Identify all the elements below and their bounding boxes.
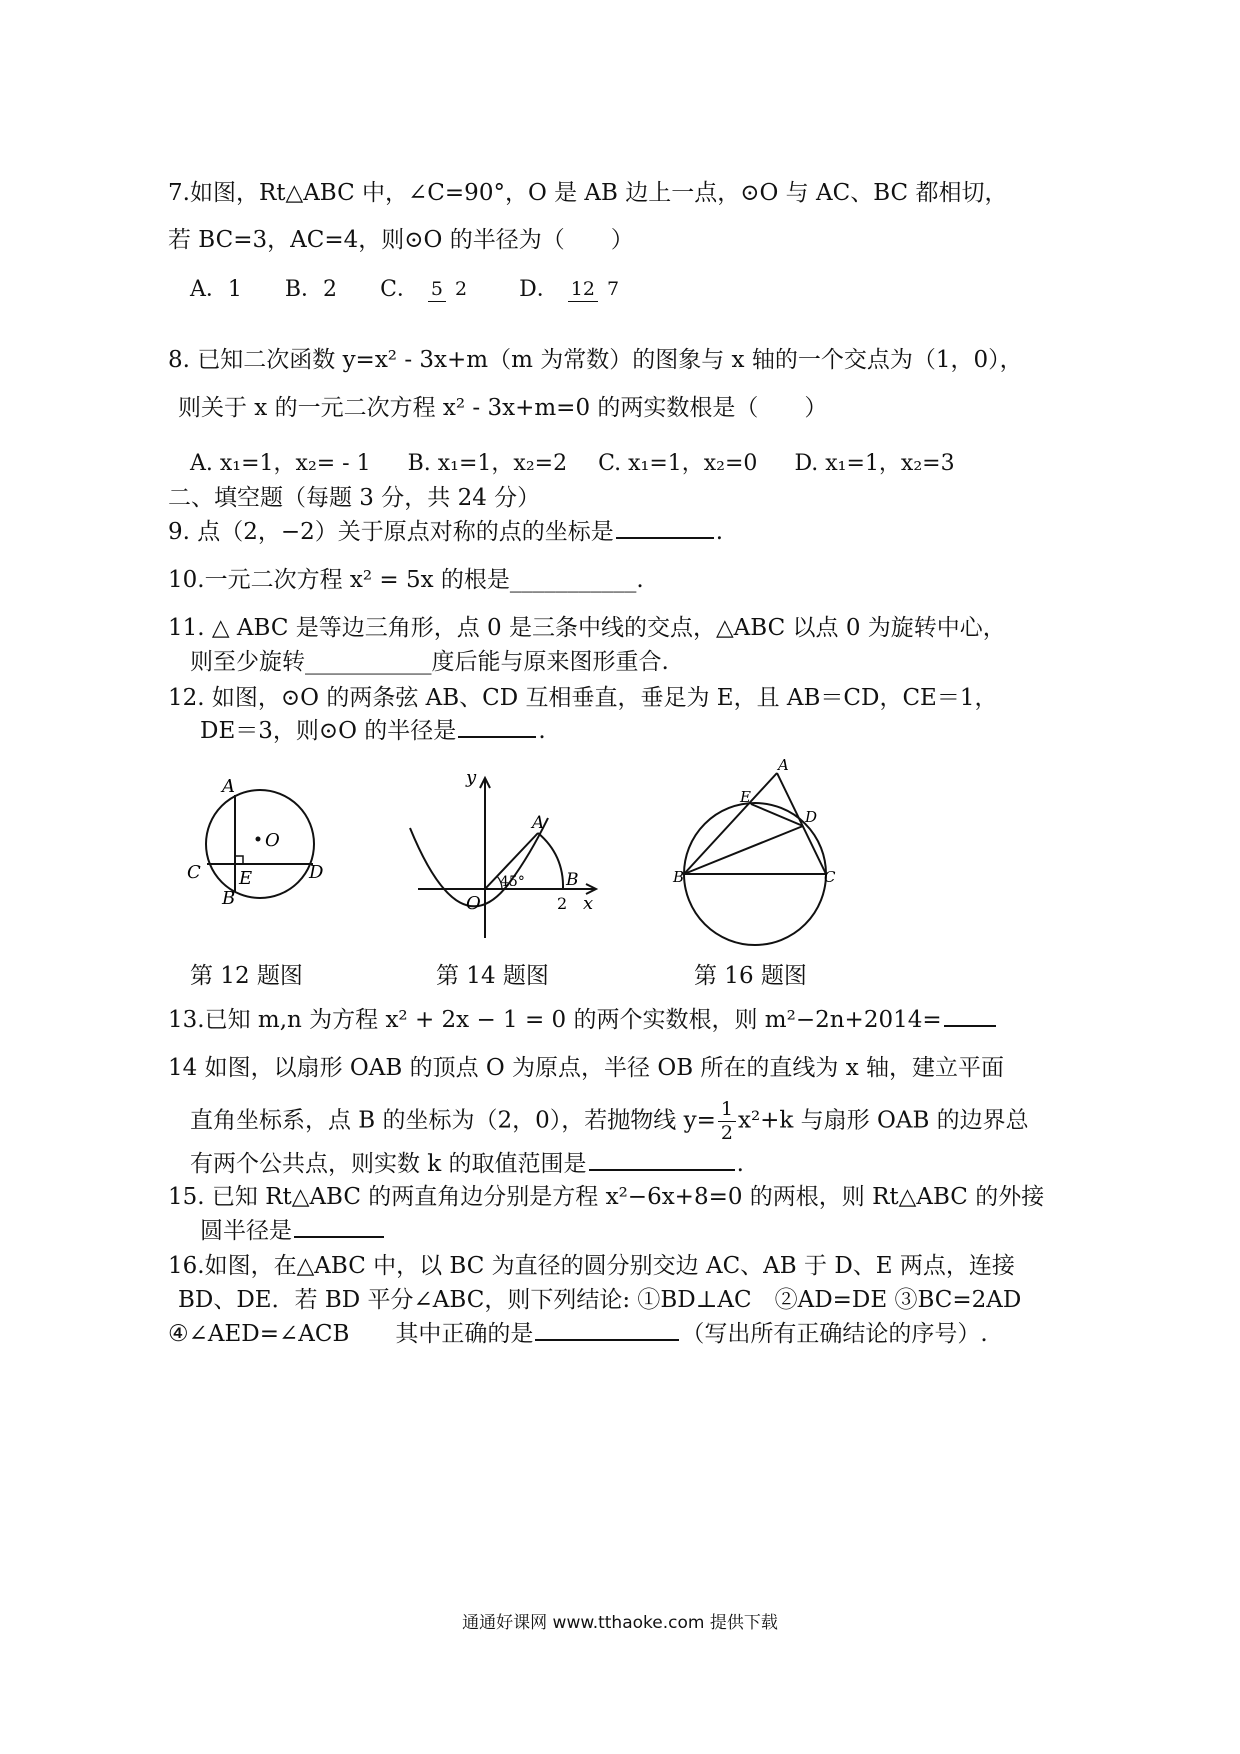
q14-fraction [718, 1098, 736, 1145]
label-o: O [466, 893, 481, 914]
q14-line3-text: 有两个公共点，则实数 k 的取值范围是 [190, 1151, 587, 1177]
circle-o [206, 790, 314, 898]
answer-blank [616, 536, 714, 539]
right-angle-mark [235, 856, 243, 864]
q14-line1: 14 如图，以扇形 OAB 的顶点 O 为原点，半径 OB 所在的直线为 x 轴，建立平面 [168, 1055, 1005, 1081]
q14-end: . [736, 1151, 744, 1177]
fraction-numerator: 5 [428, 278, 446, 302]
q7-option-b: B．2 [284, 277, 338, 302]
q7-option-c-fraction [428, 278, 470, 302]
q14-line2-post: x²+k 与扇形 OAB 的边界总 [737, 1107, 1029, 1134]
center-dot [256, 837, 261, 842]
fraction-denominator: 2 [720, 1122, 733, 1144]
label-d: D [805, 808, 818, 826]
q7-option-d-prefix: D． [519, 277, 559, 302]
answer-blank [535, 1338, 679, 1341]
figure-12-caption: 第 12 题图 [190, 963, 303, 989]
segment-bd [684, 826, 803, 874]
q14-line3 [190, 1149, 744, 1179]
q11-line2: 则至少旋转___________度后能与原来图形重合. [190, 649, 669, 675]
fraction-numerator: 1 [718, 1098, 736, 1122]
answer-blank [458, 735, 536, 738]
q9-end: . [715, 519, 724, 545]
q7-option-d [519, 272, 624, 303]
q9-text: 9. 点（2，−2）关于原点对称的点的坐标是 [168, 519, 614, 545]
q16-line1: 16.如图，在△ABC 中，以 BC 为直径的圆分别交边 AC、AB 于 D、E 两点，连接 [168, 1253, 1015, 1279]
label-y: y [466, 767, 477, 788]
q7-line1: 7.如图，Rt△ABC 中，∠C=90°，O 是 AB 边上一点，⊙O 与 AC、BC 都相切， [168, 180, 1008, 206]
q15-line2 [200, 1216, 386, 1246]
answer-blank [589, 1168, 735, 1171]
label-x: x [583, 893, 594, 914]
q8-options [190, 446, 955, 477]
arc-ab [538, 833, 563, 889]
label-2: 2 [557, 894, 568, 913]
q7-options [190, 272, 624, 303]
label-d: D [309, 862, 324, 883]
answer-blank [944, 1024, 996, 1027]
label-a: A [778, 756, 789, 774]
q7-line2: 若 BC=3，AC=4，则⊙O 的半径为（ ） [168, 227, 634, 253]
label-o: O [265, 830, 280, 851]
q7-option-c [380, 272, 472, 303]
fraction-denominator: 2 [455, 278, 468, 300]
q7-option-d-fraction [568, 278, 622, 302]
q12-line2 [200, 716, 546, 746]
label-b: B [673, 868, 685, 886]
q10: 10.一元二次方程 x² = 5x 的根是___________. [168, 567, 644, 593]
q7-option-a: A．1 [190, 277, 242, 302]
q13-text: 13.已知 m,n 为方程 x² + 2x − 1 = 0 的两个实数根，则 m²−2n+2014= [168, 1007, 942, 1033]
q14-line2-pre: 直角坐标系，点 B 的坐标为（2，0），若抛物线 y= [190, 1107, 716, 1134]
q11-line1: 11. △ ABC 是等边三角形，点 0 是三条中线的交点，△ABC 以点 0 为旋转中心， [168, 615, 1006, 641]
q8-option-b: B. x₁=1，x₂=2 [407, 451, 568, 476]
segment-ba [684, 773, 777, 874]
q8-line2: 则关于 x 的一元二次方程 x² - 3x+m=0 的两实数根是（ ） [178, 395, 828, 421]
q12-end: . [538, 718, 546, 744]
q8-option-d: D. x₁=1，x₂=3 [794, 451, 955, 476]
label-45deg: 45° [500, 874, 525, 890]
fraction-numerator: 12 [568, 278, 598, 302]
section-heading: 二、填空题（每题 3 分，共 24 分） [168, 485, 541, 511]
label-b: B [566, 870, 579, 890]
q16-line3-post: （写出所有正确结论的序号）. [681, 1321, 988, 1347]
q13 [168, 1005, 998, 1035]
label-e: E [740, 788, 751, 806]
figure-16-diagram [668, 755, 858, 945]
label-a: A [532, 813, 545, 833]
figure-14-caption: 第 14 题图 [436, 963, 549, 989]
q16-line2: BD、DE．若 BD 平分∠ABC，则下列结论: ①BD⊥AC ②AD=DE ③BC=2AD [178, 1287, 1022, 1313]
q15-line1: 15. 已知 Rt△ABC 的两直角边分别是方程 x²−6x+8=0 的两根，则 Rt△ABC 的外接 [168, 1184, 1045, 1210]
label-e: E [239, 868, 253, 889]
q9 [168, 517, 723, 547]
segment-ac [777, 773, 826, 874]
label-a: A [222, 776, 235, 797]
label-c: C [187, 862, 201, 883]
q12-line1: 12. 如图，⊙O 的两条弦 AB、CD 互相垂直，垂足为 E，且 AB＝CD，CE＝1， [168, 685, 998, 711]
q8-option-a: A. x₁=1，x₂= - 1 [190, 451, 371, 476]
answer-blank [294, 1235, 384, 1238]
q16-line3-pre: ④∠AED=∠ACB 其中正确的是 [168, 1321, 534, 1347]
fraction-denominator: 7 [607, 278, 620, 300]
label-b: B [222, 888, 236, 909]
q7-option-c-prefix: C． [380, 277, 419, 302]
q12-text: DE＝3，则⊙O 的半径是 [200, 718, 457, 744]
q8-line1: 8. 已知二次函数 y=x² - 3x+m（m 为常数）的图象与 x 轴的一个交点为（1，0）， [168, 347, 1023, 373]
q14-line2 [190, 1098, 1029, 1145]
figure-12-diagram [180, 775, 340, 915]
q8-option-c: C. x₁=1，x₂=0 [598, 451, 758, 476]
footer-credit: 通通好课网 www.tthaoke.com 提供下载 [462, 1613, 778, 1633]
q16-line3 [168, 1319, 988, 1349]
q15-text: 圆半径是 [200, 1218, 292, 1244]
label-c: C [824, 868, 836, 886]
figure-14-diagram [400, 765, 610, 945]
figure-16-caption: 第 16 题图 [694, 963, 807, 989]
